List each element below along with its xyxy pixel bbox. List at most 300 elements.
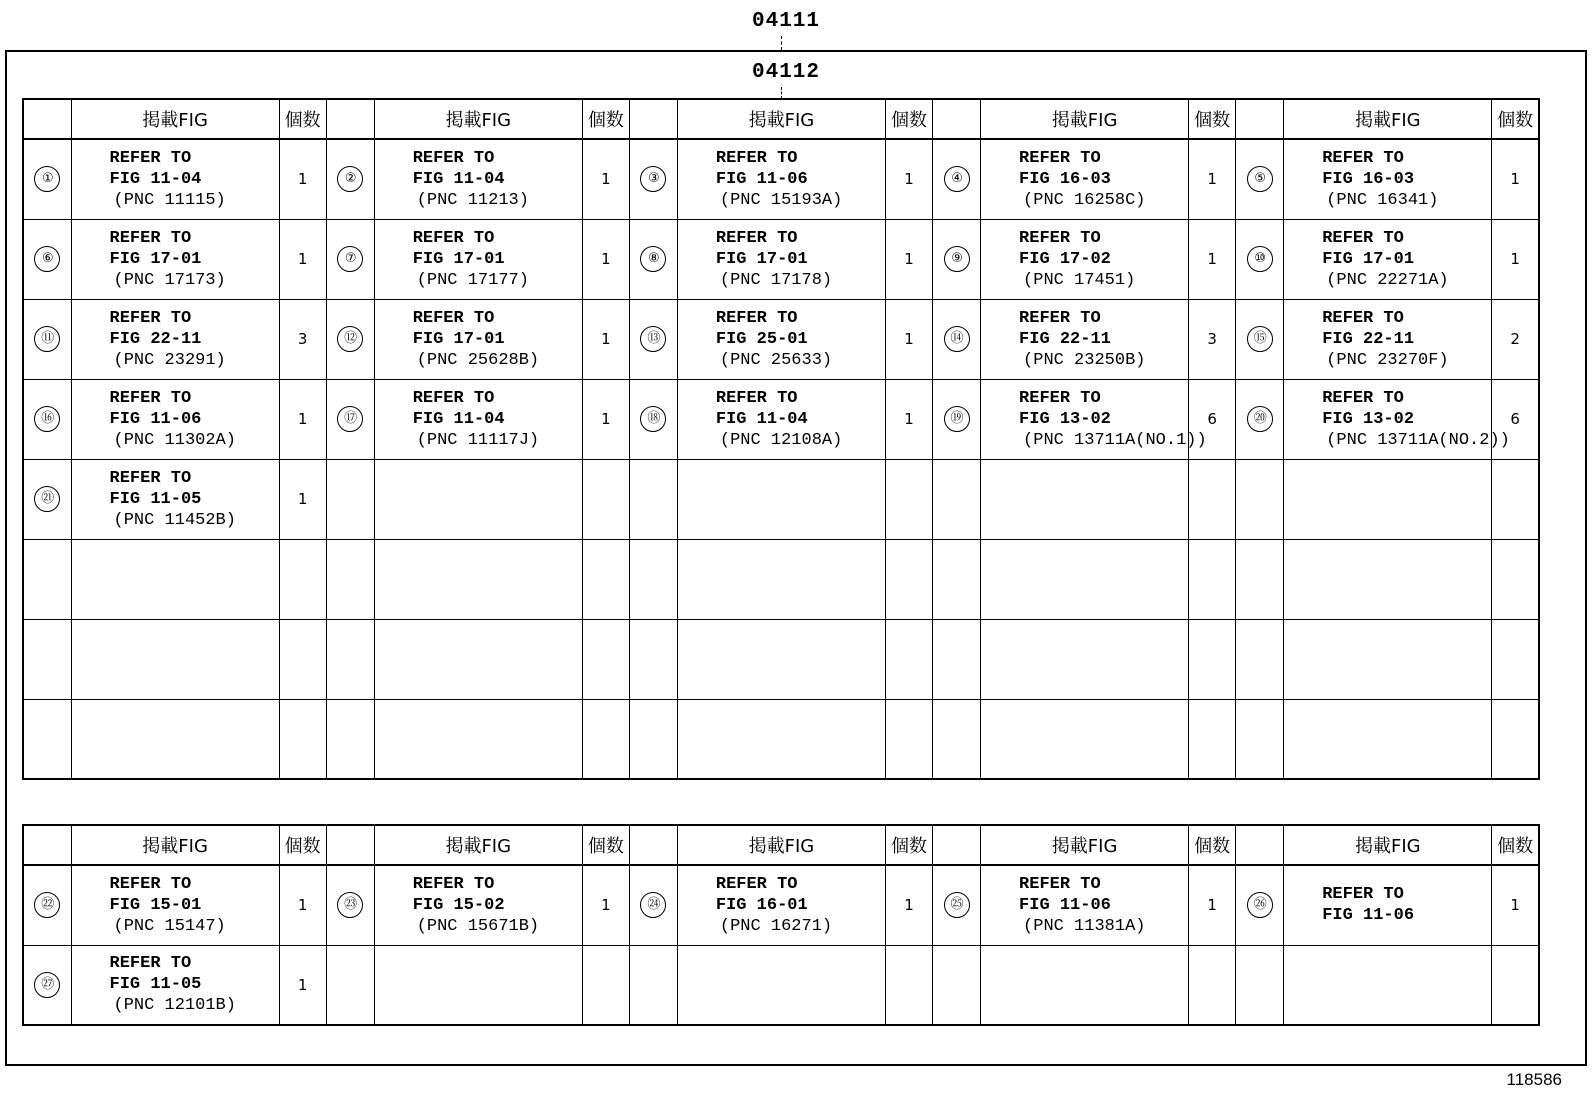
pnc-number: (PNC 11381A)	[1023, 916, 1146, 936]
figure-reference-cell	[677, 139, 885, 219]
figure-reference-cell	[1284, 379, 1510, 459]
refer-to-text: REFER TO	[1322, 228, 1404, 248]
quantity-cell	[582, 539, 629, 619]
item-number-badge: ㉗	[34, 972, 60, 998]
refer-to-text: REFER TO	[1322, 308, 1404, 328]
refer-to-text: REFER TO	[715, 308, 798, 328]
quantity-value: 1	[297, 250, 308, 268]
figure-reference-cell	[677, 459, 885, 539]
item-number-cell	[933, 459, 981, 539]
item-number-badge: ⑪	[34, 326, 60, 352]
table-row	[23, 379, 1539, 459]
refer-to-text: REFER TO	[715, 148, 798, 168]
table-row	[23, 865, 1539, 945]
header-no	[23, 99, 71, 139]
quantity-cell	[1189, 299, 1236, 379]
figure-number: FIG 16-03	[1019, 169, 1111, 189]
figure-reference-cell	[677, 299, 885, 379]
header-fig: 掲載FIG	[677, 99, 885, 139]
refer-to-text: REFER TO	[1019, 148, 1101, 168]
header-fig: 掲載FIG	[1284, 99, 1492, 139]
quantity-value: 1	[904, 330, 914, 348]
item-number-badge: ㉒	[34, 892, 60, 918]
figure-reference-cell	[1284, 459, 1492, 539]
figure-number: FIG 13-02	[1019, 409, 1111, 429]
quantity-value: 3	[297, 330, 308, 348]
quantity-value: 1	[297, 490, 308, 508]
figure-reference-cell	[677, 945, 885, 1025]
pnc-number: (PNC 23250B)	[1023, 350, 1146, 370]
parts-table-main	[22, 98, 1540, 780]
figure-reference-cell	[374, 699, 582, 779]
refer-to-text: REFER TO	[412, 308, 495, 328]
item-number-cell	[1236, 379, 1284, 459]
header-no	[326, 825, 374, 865]
figure-number: FIG 15-02	[412, 895, 505, 915]
figure-number: FIG 11-04	[412, 169, 505, 189]
item-number-badge: ㉓	[337, 892, 363, 918]
quantity-value: 2	[1510, 330, 1520, 348]
header-no	[933, 825, 981, 865]
header-fig: 掲載FIG	[677, 825, 885, 865]
pnc-number: (PNC 13711A(NO.1))	[1023, 430, 1207, 450]
figure-reference-cell	[374, 379, 582, 459]
quantity-cell	[279, 619, 326, 699]
quantity-value: 1	[1207, 170, 1217, 189]
item-number-cell	[326, 539, 374, 619]
quantity-cell	[279, 865, 326, 945]
figure-reference-cell	[981, 539, 1189, 619]
quantity-cell	[1492, 299, 1539, 379]
quantity-cell	[279, 139, 326, 219]
figure-number: FIG 11-05	[109, 975, 202, 995]
pnc-number: (PNC 11115)	[113, 190, 226, 210]
figure-reference-cell	[374, 619, 582, 699]
item-number-badge: ①	[34, 166, 60, 192]
item-number-cell	[1236, 299, 1284, 379]
quantity-value: 1	[297, 410, 308, 428]
pnc-number: (PNC 16341)	[1326, 190, 1439, 210]
table-row	[23, 539, 1539, 619]
quantity-cell	[1189, 139, 1236, 219]
refer-to-text: REFER TO	[1019, 228, 1101, 248]
item-number-cell	[1236, 865, 1284, 945]
quantity-cell	[886, 299, 933, 379]
header-qty: 個数	[1189, 99, 1236, 139]
header-fig: 掲載FIG	[374, 99, 582, 139]
item-number-cell	[933, 699, 981, 779]
pnc-number: (PNC 11302A)	[113, 430, 236, 450]
refer-to-text: REFER TO	[1322, 885, 1404, 905]
figure-reference-cell	[677, 619, 885, 699]
table-row	[23, 219, 1539, 299]
item-number-badge: ㉔	[640, 892, 666, 918]
quantity-cell	[582, 299, 629, 379]
figure-reference-cell	[71, 539, 279, 619]
item-number-cell	[933, 379, 981, 459]
item-number-cell	[629, 379, 677, 459]
item-number-cell	[629, 699, 677, 779]
figure-reference-cell	[1284, 945, 1492, 1025]
item-number-cell	[933, 539, 981, 619]
header-qty: 個数	[886, 825, 933, 865]
figure-number: FIG 17-01	[412, 329, 505, 349]
item-number-badge: ⑨	[944, 246, 970, 272]
figure-number: FIG 11-04	[109, 169, 202, 189]
item-number-cell	[1236, 619, 1284, 699]
table-row	[23, 139, 1539, 219]
item-number-cell	[23, 299, 71, 379]
quantity-cell	[886, 699, 933, 779]
pnc-number: (PNC 17173)	[113, 270, 226, 290]
item-number-cell	[933, 619, 981, 699]
quantity-cell	[1492, 539, 1539, 619]
pnc-number: (PNC 11117J)	[416, 430, 540, 450]
table-row	[23, 619, 1539, 699]
refer-to-text: REFER TO	[109, 308, 192, 328]
refer-to-text: REFER TO	[109, 228, 192, 248]
figure-reference-cell	[374, 299, 582, 379]
item-number-badge: ⑱	[640, 406, 666, 432]
quantity-cell	[279, 945, 326, 1025]
quantity-cell	[886, 139, 933, 219]
pnc-number: (PNC 16271)	[719, 916, 833, 936]
refer-to-text: REFER TO	[715, 228, 798, 248]
figure-number: FIG 22-11	[109, 329, 202, 349]
item-number-cell	[629, 139, 677, 219]
quantity-cell	[1189, 619, 1236, 699]
quantity-value: 1	[1207, 250, 1217, 268]
figure-number: FIG 17-01	[715, 249, 808, 269]
item-number-badge: ㉖	[1247, 892, 1273, 918]
quantity-value: 1	[904, 896, 914, 915]
figure-reference-cell	[981, 379, 1207, 459]
item-number-cell	[23, 539, 71, 619]
item-number-cell	[326, 945, 374, 1025]
pnc-number: (PNC 25628B)	[416, 350, 540, 370]
quantity-value: 1	[1510, 896, 1520, 915]
header-no	[1236, 99, 1284, 139]
header-qty: 個数	[1492, 825, 1539, 865]
figure-number: FIG 22-11	[1322, 329, 1415, 349]
assembly-label-outer: 04111	[752, 10, 821, 33]
table-header-row	[23, 99, 1539, 139]
figure-reference-cell	[981, 219, 1189, 299]
table-header-row	[23, 825, 1539, 865]
figure-number: FIG 11-06	[1019, 895, 1111, 915]
item-number-cell	[326, 219, 374, 299]
quantity-cell	[886, 539, 933, 619]
figure-reference-cell	[374, 539, 582, 619]
item-number-cell	[326, 379, 374, 459]
item-number-cell	[23, 865, 71, 945]
quantity-value: 1	[1207, 896, 1217, 915]
pnc-number: (PNC 17451)	[1023, 270, 1136, 290]
refer-to-text: REFER TO	[412, 874, 495, 894]
figure-reference-cell	[71, 619, 279, 699]
item-number-cell	[629, 945, 677, 1025]
pnc-number: (PNC 15193A)	[719, 190, 843, 210]
figure-reference-cell	[1284, 619, 1492, 699]
header-no	[629, 99, 677, 139]
quantity-value: 1	[1510, 250, 1520, 268]
figure-reference-cell	[677, 219, 885, 299]
quantity-cell	[1189, 699, 1236, 779]
figure-reference-cell	[374, 139, 582, 219]
quantity-cell	[279, 219, 326, 299]
pnc-number: (PNC 15671B)	[416, 916, 540, 936]
figure-number: FIG 25-01	[715, 329, 808, 349]
quantity-cell	[886, 619, 933, 699]
quantity-cell	[279, 299, 326, 379]
item-number-cell	[1236, 219, 1284, 299]
quantity-cell	[886, 945, 933, 1025]
quantity-value: 1	[297, 975, 308, 994]
item-number-cell	[629, 619, 677, 699]
item-number-cell	[23, 139, 71, 219]
figure-reference-cell	[374, 865, 582, 945]
figure-reference-cell	[374, 459, 582, 539]
quantity-cell	[1189, 539, 1236, 619]
item-number-badge: ⑧	[640, 246, 666, 272]
pnc-number: (PNC 15147)	[113, 916, 226, 936]
refer-to-text: REFER TO	[715, 388, 798, 408]
pnc-number: (PNC 12108A)	[719, 430, 843, 450]
figure-number: FIG 16-03	[1322, 169, 1415, 189]
header-fig: 掲載FIG	[981, 825, 1189, 865]
figure-reference-cell	[71, 699, 279, 779]
item-number-badge: ㉑	[34, 486, 60, 512]
quantity-cell	[886, 219, 933, 299]
pnc-number: (PNC 12101B)	[113, 996, 236, 1016]
table-row	[23, 699, 1539, 779]
pnc-number: (PNC 25633)	[719, 350, 833, 370]
quantity-value: 1	[904, 410, 914, 428]
table-row	[23, 299, 1539, 379]
header-fig: 掲載FIG	[981, 99, 1189, 139]
header-no	[933, 99, 981, 139]
figure-reference-cell	[981, 459, 1189, 539]
figure-reference-cell	[71, 865, 279, 945]
item-number-cell	[629, 219, 677, 299]
header-fig: 掲載FIG	[71, 825, 279, 865]
quantity-value: 1	[297, 896, 308, 915]
quantity-value: 1	[1510, 170, 1520, 189]
header-no	[326, 99, 374, 139]
item-number-badge: ⑫	[337, 326, 363, 352]
item-number-badge: ⑦	[337, 246, 363, 272]
figure-reference-cell	[1284, 539, 1492, 619]
figure-reference-cell	[981, 699, 1189, 779]
item-number-cell	[23, 619, 71, 699]
item-number-cell	[326, 699, 374, 779]
quantity-cell	[582, 865, 629, 945]
refer-to-text: REFER TO	[412, 388, 495, 408]
quantity-cell	[1492, 699, 1539, 779]
quantity-cell	[1189, 219, 1236, 299]
item-number-cell	[933, 865, 981, 945]
figure-reference-cell	[981, 865, 1189, 945]
item-number-cell	[23, 219, 71, 299]
figure-reference-cell	[981, 299, 1189, 379]
refer-to-text: REFER TO	[109, 874, 192, 894]
figure-number: FIG 17-02	[1019, 249, 1111, 269]
quantity-cell	[279, 699, 326, 779]
figure-reference-cell	[677, 699, 885, 779]
figure-number: FIG 11-06	[1322, 906, 1415, 926]
header-qty: 個数	[1492, 99, 1539, 139]
figure-reference-cell	[71, 945, 279, 1025]
item-number-badge: ②	[337, 166, 363, 192]
pnc-number: (PNC 11452B)	[113, 510, 236, 530]
quantity-cell	[582, 139, 629, 219]
figure-reference-cell	[1284, 299, 1492, 379]
pnc-number: (PNC 17178)	[719, 270, 833, 290]
item-number-badge: ④	[944, 166, 970, 192]
item-number-cell	[326, 299, 374, 379]
pnc-number: (PNC 23270F)	[1326, 350, 1449, 370]
pnc-number: (PNC 13711A(NO.2))	[1326, 430, 1510, 450]
item-number-cell	[629, 299, 677, 379]
figure-number: FIG 11-05	[109, 489, 202, 509]
figure-reference-cell	[677, 379, 885, 459]
quantity-cell	[1492, 619, 1539, 699]
header-qty: 個数	[582, 99, 629, 139]
figure-reference-cell	[71, 219, 279, 299]
header-qty: 個数	[1189, 825, 1236, 865]
header-fig: 掲載FIG	[71, 99, 279, 139]
pnc-number: (PNC 17177)	[416, 270, 529, 290]
quantity-cell	[582, 945, 629, 1025]
drawing-code: 118586	[1506, 1070, 1562, 1089]
figure-reference-cell	[1284, 219, 1492, 299]
quantity-cell	[582, 379, 629, 459]
quantity-cell	[582, 219, 629, 299]
refer-to-text: REFER TO	[1322, 388, 1404, 408]
item-number-cell	[1236, 945, 1284, 1025]
item-number-cell	[629, 865, 677, 945]
item-number-cell	[1236, 459, 1284, 539]
quantity-value: 1	[601, 410, 611, 428]
pnc-number: (PNC 11213)	[416, 190, 529, 210]
quantity-value: 6	[1510, 410, 1520, 428]
quantity-cell	[886, 459, 933, 539]
figure-reference-cell	[374, 945, 582, 1025]
item-number-badge: ⑥	[34, 246, 60, 272]
quantity-cell	[279, 379, 326, 459]
leader-line-outer	[781, 36, 782, 50]
refer-to-text: REFER TO	[109, 954, 192, 974]
quantity-value: 1	[601, 170, 611, 189]
pnc-number: (PNC 23291)	[113, 350, 226, 370]
pnc-number: (PNC 16258C)	[1023, 190, 1146, 210]
item-number-cell	[326, 139, 374, 219]
item-number-cell	[1236, 139, 1284, 219]
item-number-cell	[23, 459, 71, 539]
quantity-cell	[1492, 219, 1539, 299]
item-number-cell	[1236, 539, 1284, 619]
figure-reference-cell	[1284, 139, 1492, 219]
figure-reference-cell	[1284, 865, 1492, 945]
figure-reference-cell	[71, 139, 279, 219]
quantity-value: 1	[297, 170, 308, 189]
figure-reference-cell	[981, 139, 1189, 219]
header-qty: 個数	[279, 825, 326, 865]
quantity-value: 1	[904, 170, 914, 189]
figure-number: FIG 11-06	[109, 409, 202, 429]
header-fig: 掲載FIG	[374, 825, 582, 865]
item-number-badge: ⑬	[640, 326, 666, 352]
refer-to-text: REFER TO	[1322, 148, 1404, 168]
figure-number: FIG 11-04	[412, 409, 505, 429]
figure-reference-cell	[981, 945, 1189, 1025]
assembly-label-inner: 04112	[752, 61, 821, 84]
item-number-cell	[23, 379, 71, 459]
figure-number: FIG 11-06	[715, 169, 808, 189]
item-number-cell	[933, 299, 981, 379]
figure-reference-cell	[374, 219, 582, 299]
quantity-cell	[1492, 945, 1539, 1025]
quantity-cell	[1492, 865, 1539, 945]
figure-reference-cell	[677, 865, 885, 945]
quantity-cell	[886, 379, 933, 459]
quantity-cell	[1189, 865, 1236, 945]
figure-number: FIG 17-01	[1322, 249, 1415, 269]
quantity-cell	[582, 699, 629, 779]
item-number-cell	[629, 459, 677, 539]
item-number-cell	[933, 945, 981, 1025]
figure-reference-cell	[71, 299, 279, 379]
header-qty: 個数	[582, 825, 629, 865]
header-no	[23, 825, 71, 865]
refer-to-text: REFER TO	[109, 468, 192, 488]
header-no	[629, 825, 677, 865]
quantity-cell	[279, 459, 326, 539]
quantity-cell	[1189, 459, 1236, 539]
refer-to-text: REFER TO	[1019, 388, 1101, 408]
refer-to-text: REFER TO	[1019, 874, 1101, 894]
figure-number: FIG 16-01	[715, 895, 808, 915]
item-number-cell	[933, 139, 981, 219]
figure-reference-cell	[71, 379, 279, 459]
pnc-number: (PNC 22271A)	[1326, 270, 1449, 290]
figure-number: FIG 17-01	[412, 249, 505, 269]
item-number-badge: ⑭	[944, 326, 970, 352]
figure-number: FIG 17-01	[109, 249, 202, 269]
quantity-cell	[1492, 139, 1539, 219]
item-number-badge: ⑰	[337, 406, 363, 432]
item-number-badge: ⑮	[1247, 326, 1273, 352]
refer-to-text: REFER TO	[412, 228, 495, 248]
header-no	[1236, 825, 1284, 865]
item-number-badge: ㉕	[944, 892, 970, 918]
item-number-cell	[326, 865, 374, 945]
quantity-value: 1	[904, 250, 914, 268]
figure-number: FIG 22-11	[1019, 329, 1111, 349]
parts-table-secondary	[22, 824, 1540, 1026]
item-number-cell	[23, 699, 71, 779]
figure-number: FIG 13-02	[1322, 409, 1415, 429]
quantity-value: 1	[601, 896, 611, 915]
header-qty: 個数	[279, 99, 326, 139]
figure-reference-cell	[677, 539, 885, 619]
figure-number: FIG 11-04	[715, 409, 808, 429]
refer-to-text: REFER TO	[109, 148, 192, 168]
quantity-cell	[582, 619, 629, 699]
item-number-cell	[326, 459, 374, 539]
quantity-cell	[886, 865, 933, 945]
refer-to-text: REFER TO	[412, 148, 495, 168]
